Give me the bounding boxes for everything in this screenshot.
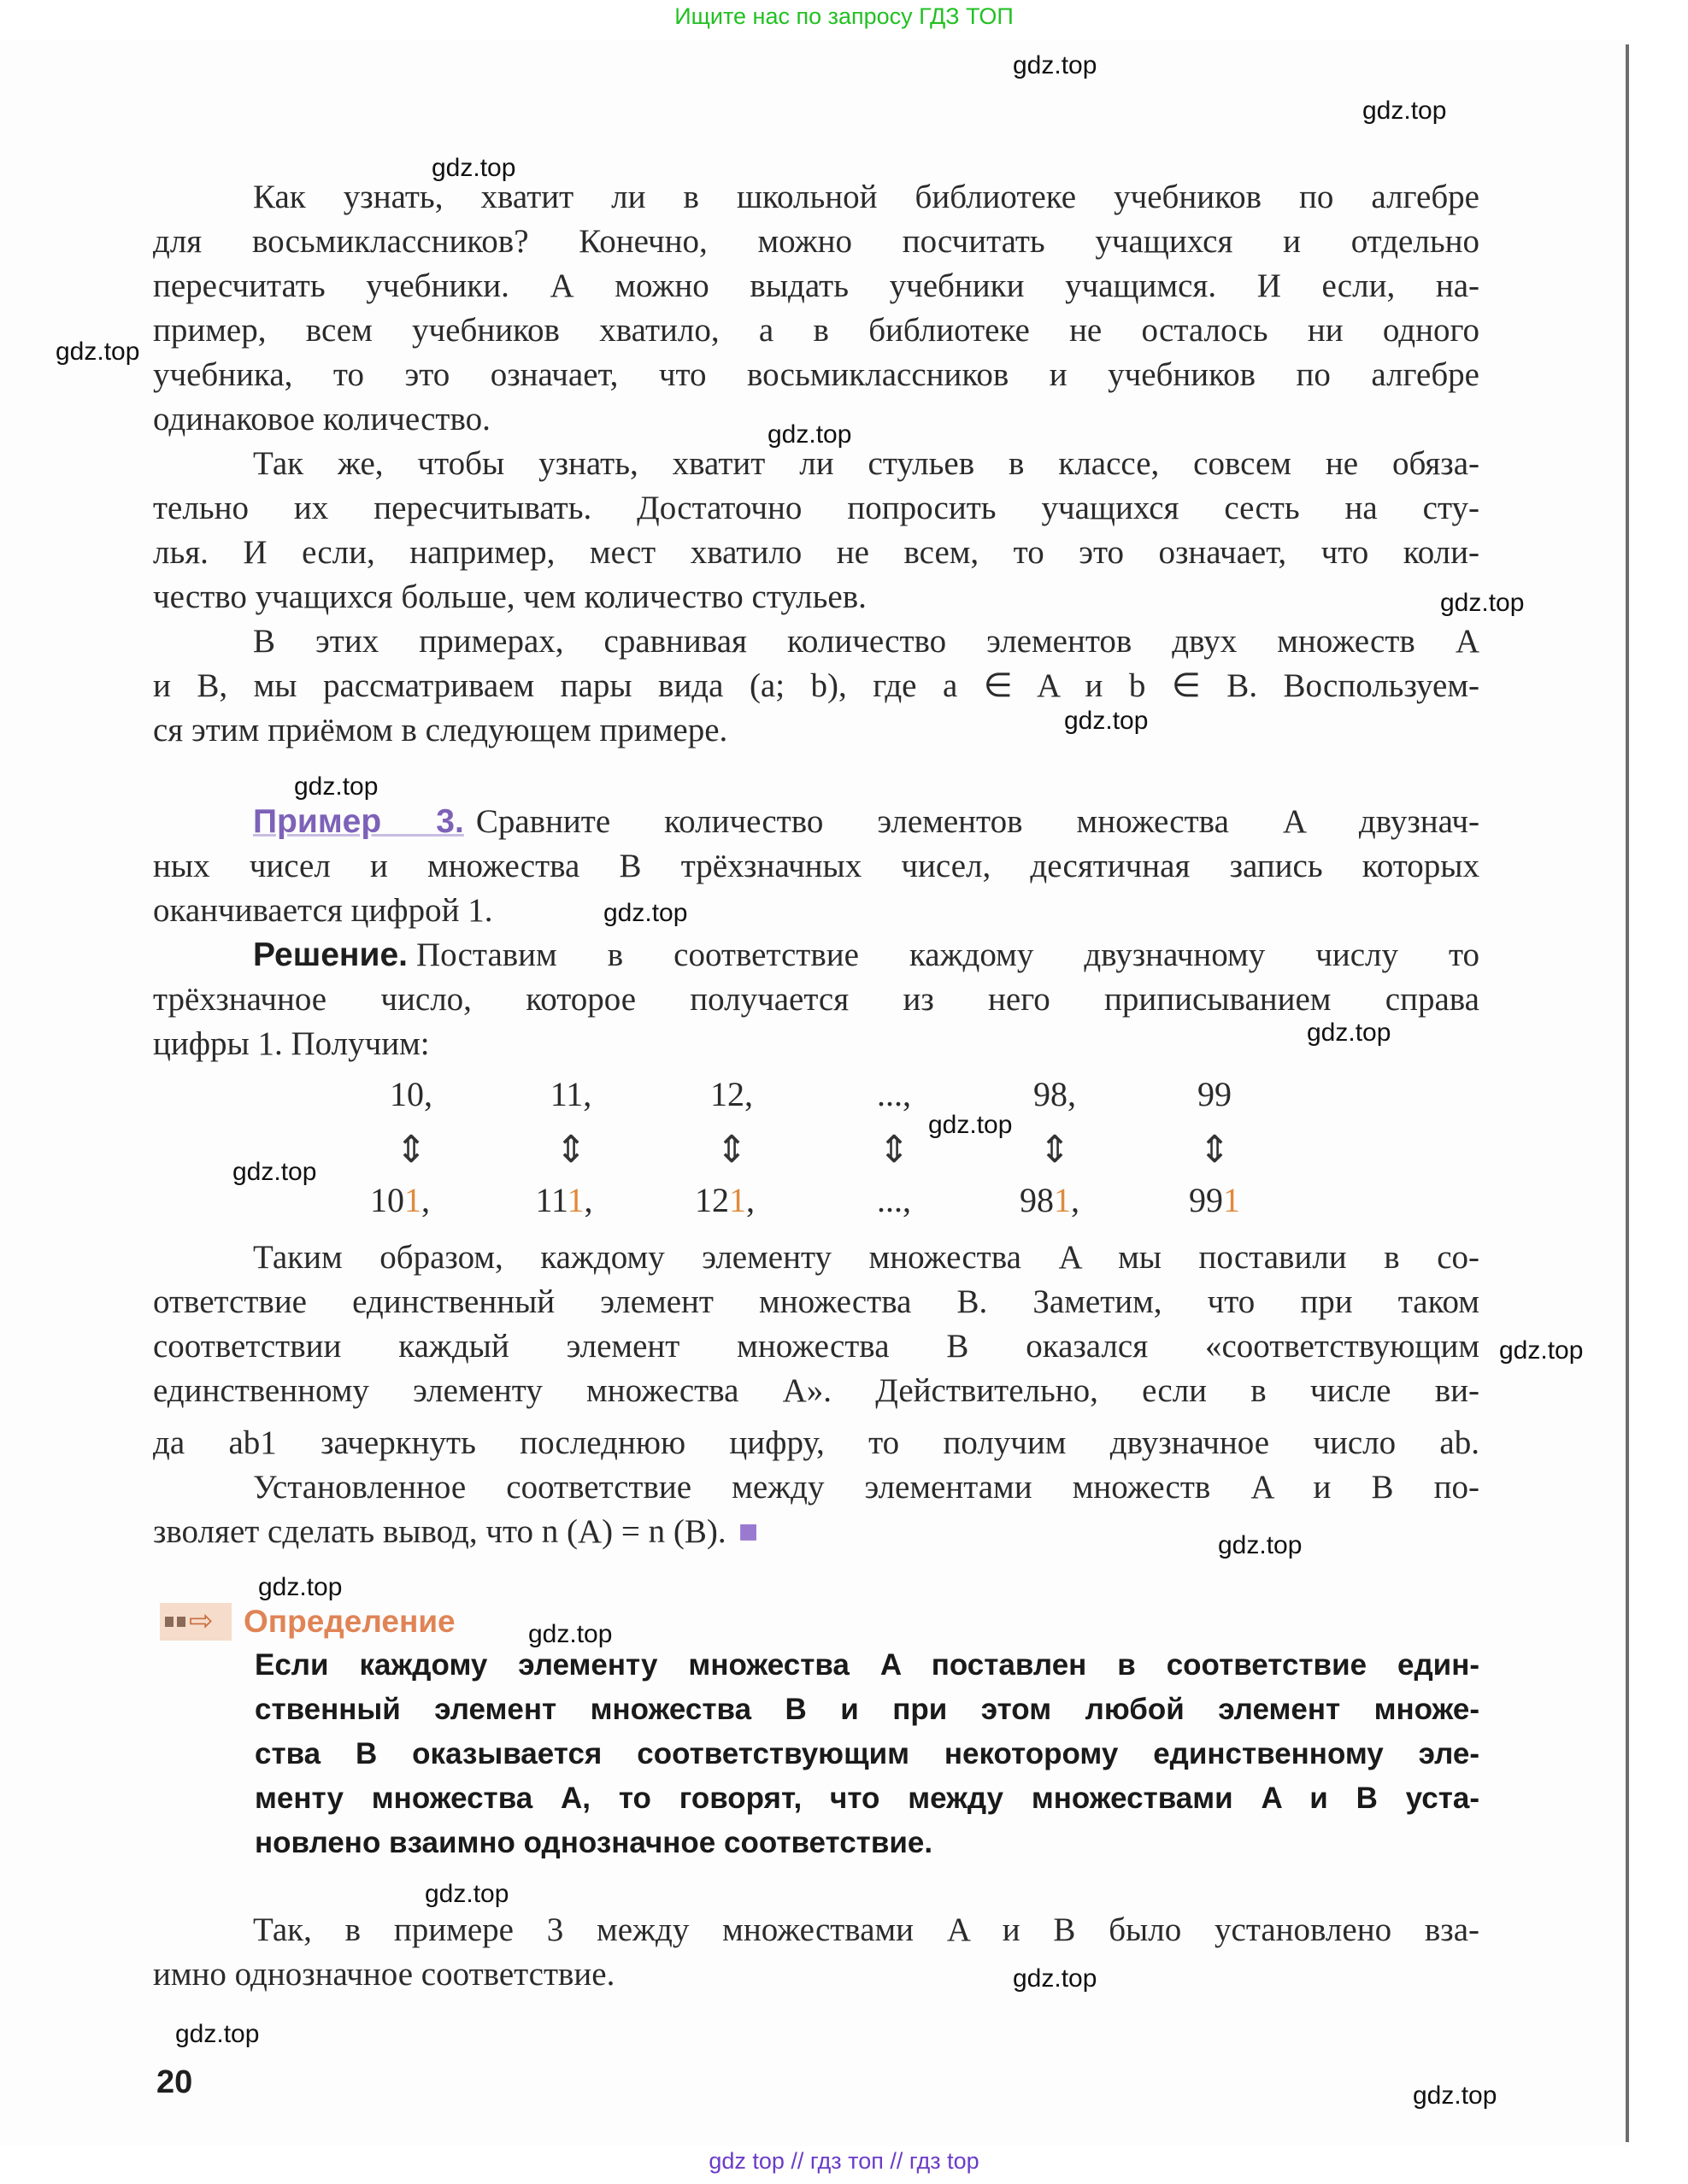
three-digit-number: 111,: [535, 1181, 593, 1219]
watermark: gdz.top: [603, 899, 688, 927]
text-line: тельно их пересчитывать. Достаточно попросить учащихся сесть на сту-: [153, 490, 1479, 526]
text-line: менту множества A, то говорят, что между множествами A и B уста-: [255, 1782, 1479, 1815]
text-line: ответствие единственный элемент множества B. Заметим, что при таком: [153, 1283, 1479, 1320]
closing-paragraph: [153, 1908, 1479, 1997]
watermark: gdz.top: [1218, 1531, 1303, 1559]
text-line: зволяет сделать вывод, что n (A) = n (B). ■: [153, 1513, 759, 1550]
example-label: Пример 3.: [253, 803, 464, 840]
example-text: Сравните количество элементов множества A двузнач-: [475, 803, 1479, 840]
text-line: В этих примерах, сравнивая количество элементов двух множеств A: [253, 623, 1479, 660]
definition-heading: [160, 1601, 456, 1642]
example-3: [153, 800, 1479, 1066]
text-line: ства B оказывается соответствующим некоторому единственному эле-: [255, 1737, 1479, 1770]
two-digit-number: 12,: [710, 1075, 753, 1113]
three-digit-number: 101,: [370, 1181, 430, 1219]
three-digit-number: 991: [1189, 1181, 1240, 1219]
definition-title: Определение: [244, 1604, 456, 1639]
intro-paragraphs: [153, 175, 1479, 753]
footer-links[interactable]: gdz top // гдз топ // гдз top: [709, 2148, 979, 2174]
page-number: 20: [156, 2064, 193, 2100]
text-line: для восьмиклассников? Конечно, можно посчитать учащихся и отдельно: [153, 223, 1479, 260]
watermark: gdz.top: [1362, 97, 1447, 125]
end-of-proof-icon: ■: [738, 1513, 759, 1550]
watermark: gdz.top: [1013, 1964, 1097, 1993]
watermark: gdz.top: [258, 1573, 343, 1601]
text-line: ся этим приёмом в следующем примере.: [153, 712, 728, 749]
text-line: соответствии каждый элемент множества B оказался «соответствующим: [153, 1328, 1479, 1365]
watermark: gdz.top: [528, 1620, 613, 1648]
ellipsis: ...,: [877, 1181, 911, 1219]
text-line: Так, в примере 3 между множествами A и B было установлено вза-: [253, 1911, 1479, 1948]
text-line: Как узнать, хватит ли в школьной библиотеке учебников по алгебре: [253, 179, 1479, 215]
solution-text: Поставим в соответствие каждому двузначному числу то: [415, 936, 1479, 973]
three-digit-number: 121,: [695, 1181, 755, 1219]
text-line: чество учащихся больше, чем количество стульев.: [153, 578, 867, 615]
text-line: имно однозначное соответствие.: [153, 1956, 615, 1993]
text-line: цифры 1. Получим:: [153, 1025, 430, 1062]
watermark: gdz.top: [1307, 1019, 1391, 1047]
text-line: Таким образом, каждому элементу множества A мы поставили в со-: [253, 1239, 1479, 1276]
text-line: единственному элементу множества A». Действительно, если в числе ви-: [153, 1372, 1479, 1409]
watermark: gdz.top: [294, 772, 379, 801]
watermark: gdz.top: [425, 1880, 509, 1908]
watermark: gdz.top: [1064, 707, 1149, 735]
watermark: gdz.top: [1413, 2081, 1497, 2110]
watermark: gdz.top: [1499, 1336, 1584, 1365]
text-line: пример, всем учебников хватило, а в библиотеке не осталось ни одного: [153, 312, 1479, 349]
two-digit-number: 98,: [1033, 1075, 1076, 1113]
text-line: одинаковое количество.: [153, 401, 491, 437]
definition-arrow-icon: ⇨: [160, 1603, 232, 1641]
text-line: новлено взаимно однозначное соответствие.: [255, 1826, 933, 1859]
two-digit-number: 99: [1197, 1075, 1232, 1113]
three-digit-number: 981,: [1020, 1181, 1079, 1219]
up-down-arrow-icon: ⇕: [555, 1129, 587, 1171]
watermark: gdz.top: [232, 1158, 317, 1186]
text-line: лья. И если, например, мест хватило не всем, то это означает, что коли-: [153, 534, 1479, 571]
two-digit-number: 11,: [550, 1075, 592, 1113]
top-banner[interactable]: Ищите нас по запросу ГДЗ ТОП: [674, 3, 1014, 29]
up-down-arrow-icon: ⇕: [878, 1129, 910, 1171]
text-line: учебника, то это означает, что восьмиклассников и учебников по алгебре: [153, 356, 1479, 393]
solution-label: Решение.: [253, 936, 408, 973]
text-line: ных чисел и множества B трёхзначных чисел, десятичная запись которых: [153, 848, 1479, 884]
watermark: gdz.top: [1440, 589, 1525, 617]
watermark: gdz.top: [175, 2020, 260, 2048]
up-down-arrow-icon: ⇕: [1038, 1129, 1071, 1171]
text-line: пересчитать учебники. А можно выдать учебники учащимся. И если, на-: [153, 267, 1479, 304]
text-line: Так же, чтобы узнать, хватит ли стульев в классе, совсем не обяза-: [253, 445, 1479, 482]
watermark: gdz.top: [432, 154, 516, 182]
text-line: и B, мы рассматриваем пары вида (a; b), где a ∈ A и b ∈ B. Воспользуем-: [153, 667, 1479, 704]
page-edge-divider: [1626, 44, 1629, 2142]
text-line: оканчивается цифрой 1.: [153, 892, 493, 929]
text-line: Установленное соответствие между элементами множеств A и B по-: [253, 1469, 1479, 1506]
watermark: gdz.top: [928, 1111, 1013, 1139]
up-down-arrow-icon: ⇕: [395, 1129, 427, 1171]
watermark: gdz.top: [56, 338, 140, 366]
watermark: gdz.top: [1013, 51, 1097, 79]
up-down-arrow-icon: ⇕: [1198, 1129, 1231, 1171]
text-line: трёхзначное число, которое получается из него приписыванием справа: [153, 981, 1479, 1018]
conclusion-paragraphs: [153, 1236, 1479, 1554]
two-digit-number: ...,: [877, 1075, 911, 1113]
up-down-arrow-icon: ⇕: [715, 1129, 748, 1171]
text-line: да ab1 зачеркнуть последнюю цифру, то получим двузначное число ab.: [153, 1424, 1479, 1461]
definition-text: [255, 1643, 1479, 1865]
text-line: [153, 933, 1479, 978]
watermark: gdz.top: [768, 420, 852, 449]
text-line: [153, 800, 1479, 844]
text-line: ственный элемент множества B и при этом любой элемент множе-: [255, 1693, 1479, 1726]
text-line: Если каждому элементу множества A поставлен в соответствие един-: [255, 1648, 1479, 1682]
two-digit-number: 10,: [390, 1075, 432, 1113]
